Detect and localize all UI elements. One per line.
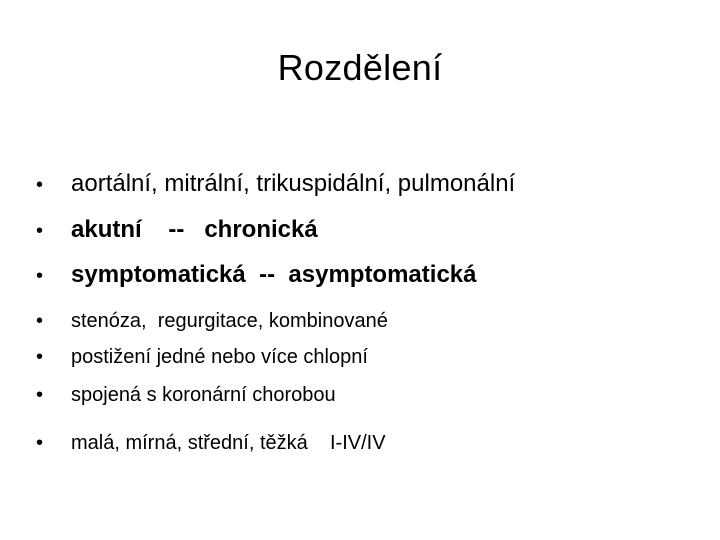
list-item (36, 216, 318, 244)
bullet-text: stenóza, regurgitace, kombinované (71, 310, 388, 332)
bullet-icon: • (36, 310, 44, 332)
bullet-text: malá, mírná, střední, těžká I-IV/IV (71, 432, 386, 454)
list-item (36, 384, 336, 407)
bullet-icon: • (36, 174, 44, 196)
bullet-text: akutní -- chronická (71, 216, 318, 243)
bullet-text: symptomatická -- asymptomatická (71, 261, 477, 288)
list-item (36, 310, 388, 333)
bullet-text: spojená s koronární chorobou (71, 384, 336, 406)
bullet-icon: • (36, 220, 44, 242)
bullet-text: postižení jedné nebo více chlopní (71, 346, 368, 368)
list-item (36, 346, 368, 369)
slide-title: Rozdělení (277, 47, 443, 88)
bullet-icon: • (36, 384, 44, 406)
bullet-icon: • (36, 346, 44, 368)
list-item (36, 170, 515, 198)
bullet-icon: • (36, 265, 44, 287)
list-item (36, 432, 386, 455)
bullet-icon: • (36, 432, 44, 454)
bullet-text: aortální, mitrální, trikuspidální, pulmonální (71, 170, 516, 197)
list-item (36, 261, 476, 289)
